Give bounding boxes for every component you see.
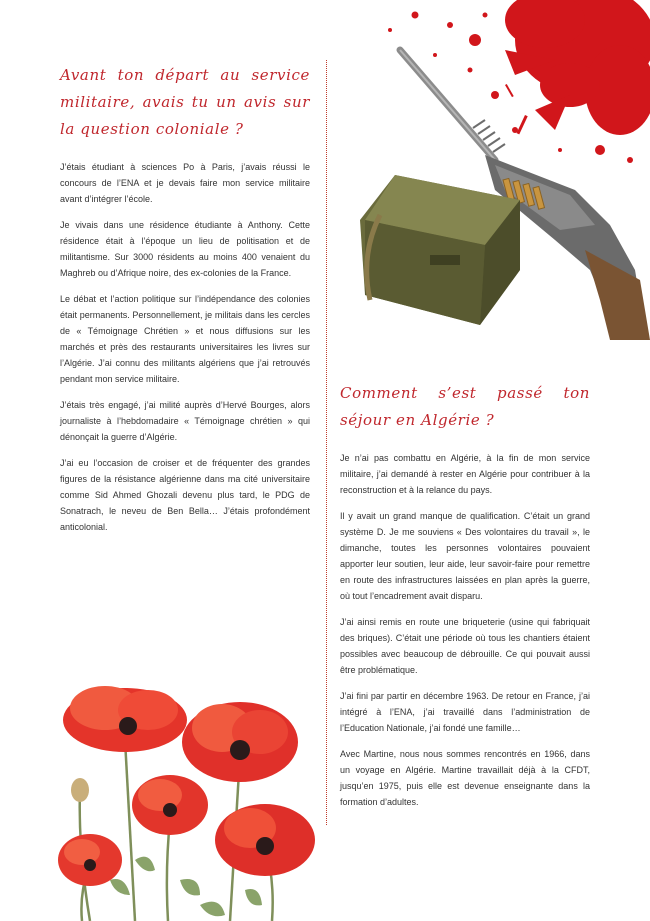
right-column	[340, 380, 590, 820]
question-title-stay: Comment s’est passé ton séjour en Algérie ?	[340, 384, 590, 429]
paragraph: J’ai fini par partir en décembre 1963. De retour en France, j’ai intégré à l’ENA, j’ai travaillé dans l’administration de l’Education Nationale, j’ai fondé une famille…	[340, 691, 590, 733]
paragraph: J’étais étudiant à sciences Po à Paris, j’avais réussi le concours de l’ENA et je devais faire mon service militaire avant d’intégrer l’école.	[60, 162, 310, 204]
paragraph: J’ai ainsi remis en route une briqueterie (usine qui fabriquait des briques). C’était une période où tous les chantiers étaient possibles avec beaucoup de débrouille. Ce qui pouvait aussi être problématique.	[340, 617, 590, 675]
paragraph: J’ai eu l’occasion de croiser et de fréquenter des grandes figures de la résistance algérienne dans ma cité universitaire comme Sid Ahmed Ghozali devenu plus tard, le PDG de Sonatrach, le neveu de Ben Bella… J’étais profondément anticolonial.	[60, 458, 310, 532]
red-poppies-illustration-icon	[50, 680, 320, 921]
paragraph: Avec Martine, nous nous sommes rencontrés en 1966, dans un voyage en Algérie. Martine travaillait déjà à la CFDT, jusqu’en 1975, puis elle est devenue enseignante dans la formation d’adultes.	[340, 749, 590, 807]
question-title-departure: Avant ton départ au service militaire, avais tu un avis sur la question coloniale ?	[60, 66, 310, 138]
paragraph: Je n’ai pas combattu en Algérie, à la fin de mon service militaire, j’ai demandé à rester en Algérie pour contribuer à la reconstruction et à la relance du pays.	[340, 453, 590, 495]
paragraph: Le débat et l’action politique sur l’indépendance des colonies était permanents. Personnellement, je militais dans les cercles de « Témoignage Chrétien » et nous diffusions sur les marchés et près des restaurants universitaires les livres sur l’Algérie. J’ai connu des militants algériens que j’ai retrouvés pendant mon service militaire.	[60, 294, 310, 384]
machine-gun-illustration-icon	[345, 40, 650, 340]
left-column	[60, 62, 310, 545]
column-divider	[326, 60, 327, 825]
paragraph: Je vivais dans une résidence étudiante à Anthony. Cette résidence était à l’époque un lieu de politisation et de militantisme. Sur 3000 résidents au moins 400 venaient du Maghreb ou d’Afrique noire, des ex-colonies de la France.	[60, 220, 310, 278]
paragraph: Il y avait un grand manque de qualification. C’était un grand système D. Je me souviens « Des volontaires du travail », le dimanche, toutes les personnes volontaires pouvaient apporter leur soutien, leur aide, leur savoir-faire pour remettre en route des infrastructures laissées en plan après la guerre, où tout l’encadrement avait disparu.	[340, 511, 590, 601]
paragraph: J’étais très engagé, j’ai milité auprès d’Hervé Bourges, alors journaliste à l’hebdomadaire « Témoignage chrétien » qui dénonçait la guerre d’Algérie.	[60, 400, 310, 442]
